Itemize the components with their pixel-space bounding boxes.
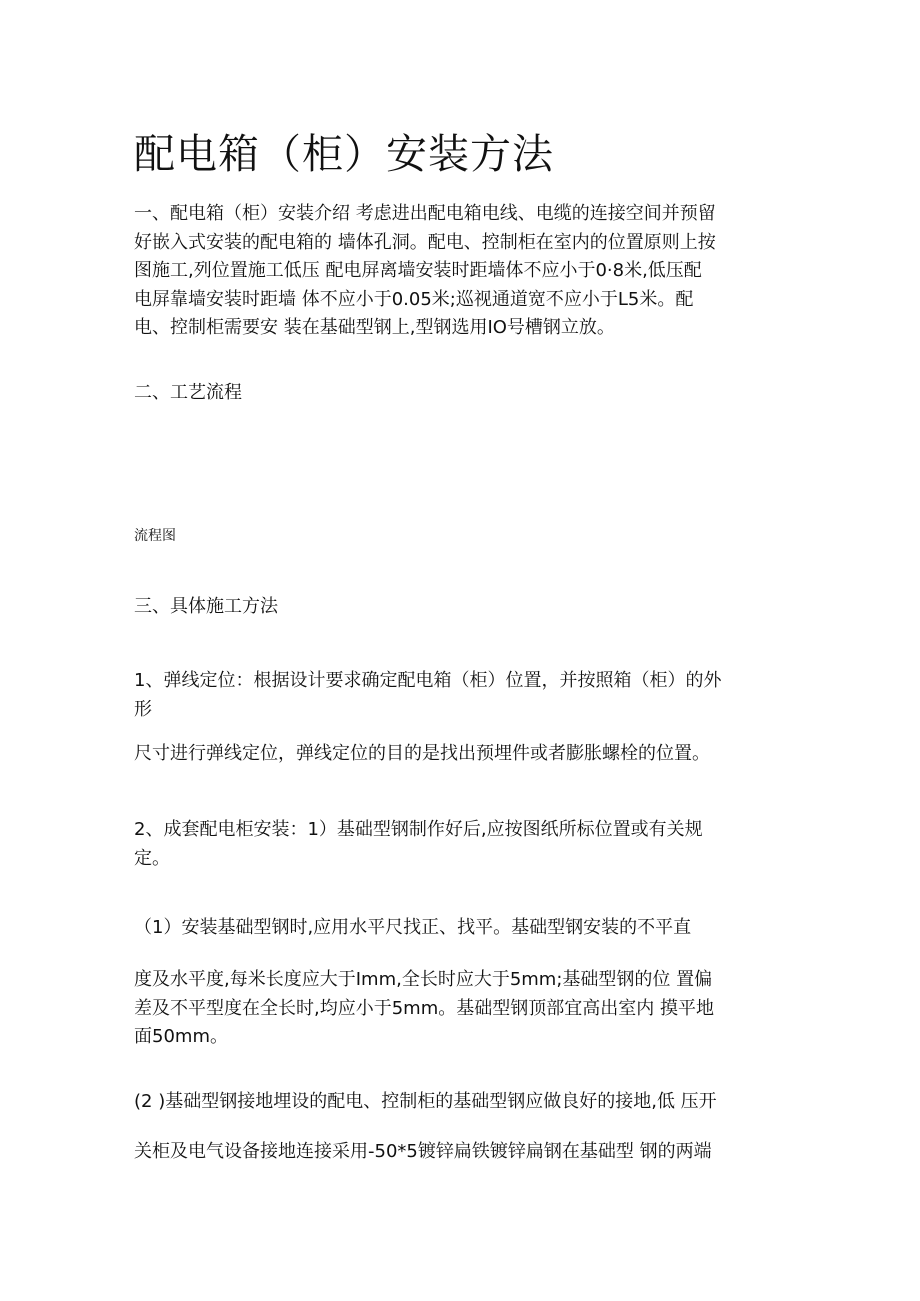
sub1-line: 面50mm。: [134, 1026, 228, 1047]
intro-line: 电屏靠墙安装时距墙 体不应小于0.05米;巡视通道宽不应小于L5米。配: [134, 288, 694, 310]
intro-line: 电、控制柜需要安 装在基础型钢上,型钢选用IO号槽钢立放。: [134, 317, 615, 338]
intro-line: 图施工,列位置施工低压 配电屏离墙安装时距墙体不应小于0·8米,低压配: [134, 260, 702, 281]
step1-paragraph: [134, 667, 794, 724]
sub1-continuation: [134, 966, 794, 1052]
sub1-line: 差及不平型度在全长时,均应小于5mm。基础型钢顶部宜高出室内 摸平地: [134, 997, 714, 1019]
sub2-continuation: 关柜及电气设备接地连接采用-50*5镀锌扁铁镀锌扁钢在基础型 钢的两端: [134, 1141, 712, 1162]
step2-paragraph: [134, 816, 794, 873]
intro-paragraph: [134, 200, 794, 343]
sub2-paragraph: (2 )基础型钢接地埋设的配电、控制柜的基础型钢应做良好的接地,低 压开: [134, 1091, 717, 1112]
sub1-line: 度及水平度,每米长度应大于Imm,全长时应大于5mm;基础型钢的位 置偏: [134, 969, 713, 990]
step2-line: 定。: [134, 847, 170, 869]
document-title: 配电箱（柜）安装方法: [134, 130, 554, 178]
step2-line: 2、成套配电柜安装：1）基础型钢制作好后,应按图纸所标位置或有关规: [134, 819, 703, 840]
intro-line: 好嵌入式安装的配电箱的 墙体孔洞。配电、控制柜在室内的位置原则上按: [134, 231, 716, 253]
flowchart-caption: 流程图: [134, 528, 176, 544]
step1-continuation: 尺寸进行弹线定位，弹线定位的目的是找出预埋件或者膨胀螺栓的位置。: [134, 743, 710, 764]
sub1-paragraph: （1）安装基础型钢时,应用水平尺找正、找平。基础型钢安装的不平直: [134, 917, 692, 938]
step1-line: 1、弹线定位：根据设计要求确定配电箱（柜）位置，并按照箱（柜）的外: [134, 670, 722, 691]
intro-line: 一、配电箱（柜）安装介绍 考虑进出配电箱电线、电缆的连接空间并预留: [134, 203, 716, 224]
section-heading-process: 二、工艺流程: [134, 382, 242, 403]
step1-line: 形: [134, 698, 152, 720]
section-heading-construction: 三、具体施工方法: [134, 596, 278, 617]
